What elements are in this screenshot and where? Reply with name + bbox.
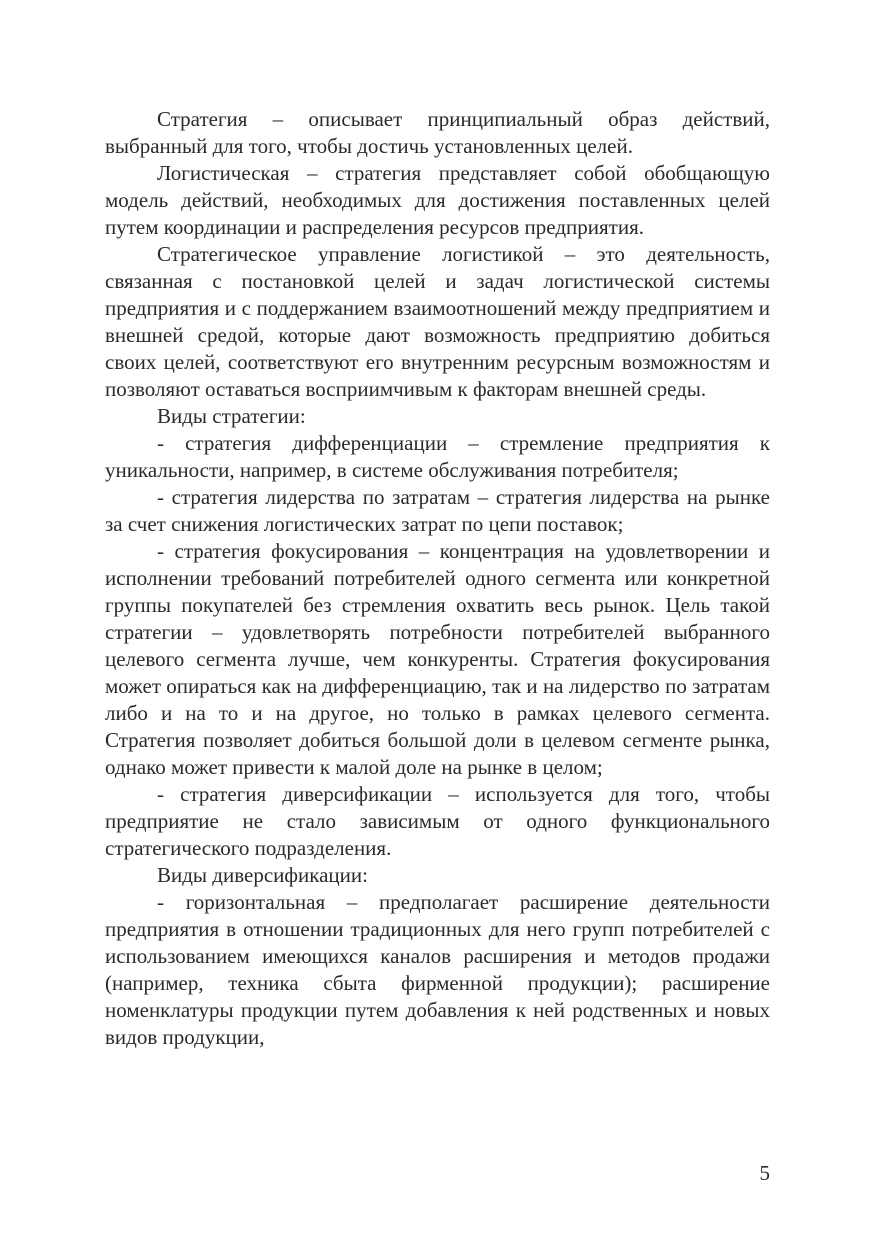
list-item-cost-leadership: - стратегия лидерства по затратам – стратегия лидерства на рынке за счет снижения логистических затрат по цепи поставок; [105,485,770,536]
list-item-diversification: - стратегия диверсификации – используется для того, чтобы предприятие не стало зависимым от одного функционального стратегического подразделения. [105,782,770,860]
paragraph-strategy-definition: Стратегия – описывает принципиальный образ действий, выбранный для того, чтобы достичь установленных целей. [105,107,770,158]
heading-strategy-types: Виды стратегии: [157,404,306,428]
paragraph-strategic-management: Стратегическое управление логистикой – это деятельность, связанная с постановкой целей и задач логистической системы предприятия и с поддержанием взаимоотношений между предприятием и внешней средой, которые дают возможность предприятию добиться своих целей, соответствуют его внутренним ресурсным возможностям и позволяют оставаться восприимчивым к факторам внешней среды. [105,242,770,401]
body-text [105,106,770,1051]
page-number: 5 [759,1161,770,1185]
list-item-differentiation: - стратегия дифференциации – стремление предприятия к уникальности, например, в системе обслуживания потребителя; [105,431,770,482]
list-item-focus: - стратегия фокусирования – концентрация на удовлетворении и исполнении требований потребителей одного сегмента или конкретной группы покупателей без стремления охватить весь рынок. Цель такой стратегии – удовлетворять потребности потребителей выбранного целевого сегмента лучше, чем конкуренты. Стратегия фокусирования может опираться как на дифференциацию, так и на лидерство по затратам либо и на то и на другое, но только в рамках целевого сегмента. Стратегия позволяет добиться большой доли в целевом сегменте рынка, однако может привести к малой доле на рынке в целом; [105,539,770,779]
list-item-horizontal: - горизонтальная – предполагает расширение деятельности предприятия в отношении традиционных для него групп потребителей с использованием имеющихся каналов расширения и методов продажи (например, техника сбыта фирменной продукции); расширение номенклатуры продукции путем добавления к ней родственных и новых видов продукции, [105,890,770,1049]
heading-diversification-types: Виды диверсификации: [157,863,368,887]
paragraph-logistics-strategy: Логистическая – стратегия представляет собой обобщающую модель действий, необходимых для достижения поставленных целей путем координации и распределения ресурсов предприятия. [105,161,770,239]
